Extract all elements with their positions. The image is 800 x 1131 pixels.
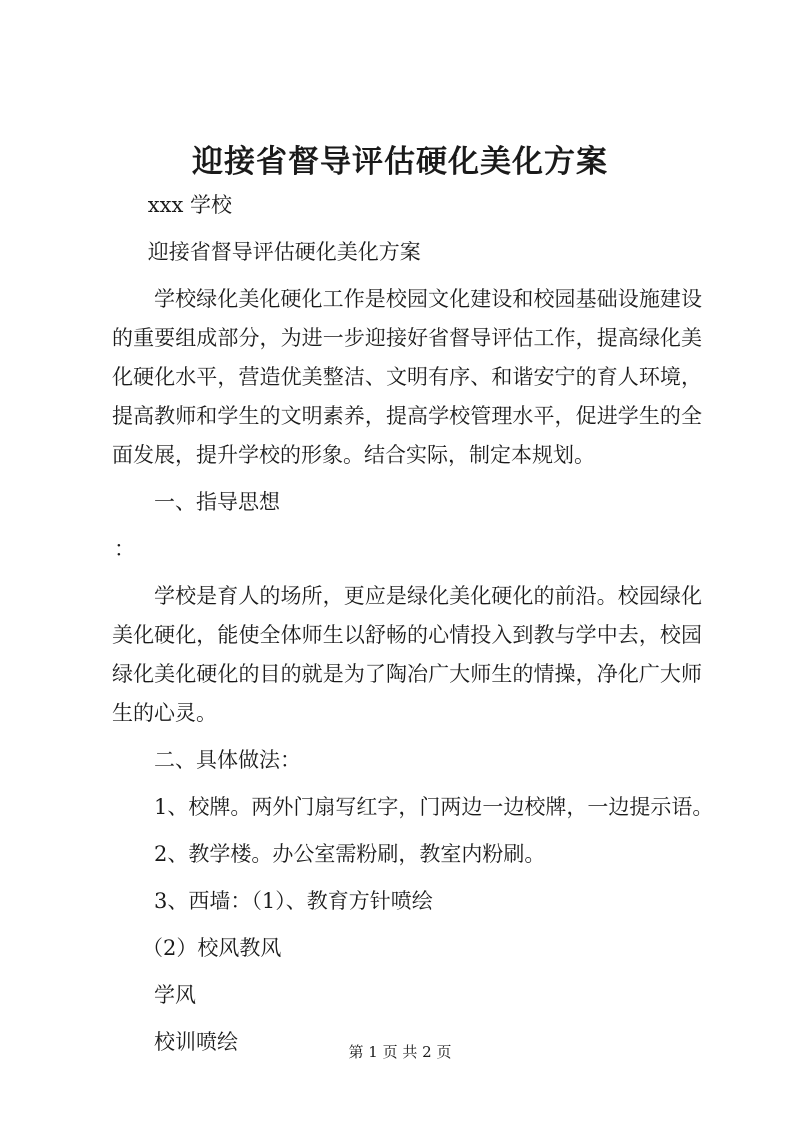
subtitle-line: 迎接省督导评估硬化美化方案 [147,240,421,264]
method-item-3-line-xuefeng: 学风 [154,983,196,1007]
method-item-3-sub-2: （2）校风教风 [142,936,282,960]
document-body [112,186,714,1062]
intro-paragraph: 学校绿化美化硬化工作是校园文化建设和校园基础设施建设的重要组成部分，为进一步迎接好省督导评估工作，提高绿化美化硬化水平，营造优美整洁、文明有序、和谐安宁的育人环境，提高教师和学生的文明素养，提高学校管理水平，促进学生的全面发展，提升学校的形象。结合实际，制定本规划。 [112,287,702,467]
method-item-2: 2、教学楼。办公室需粉刷，教室内粉刷。 [154,842,546,866]
method-item-3: 3、西墙：（1）、教育方针喷绘 [154,889,433,913]
guiding-ideas-paragraph: 学校是育人的场所，更应是绿化美化硬化的前沿。校园绿化美化硬化，能使全体师生以舒畅的心情投入到教与学中去，校园绿化美化硬化的目的就是为了陶冶广大师生的情操，净化广大师生的心灵。 [112,584,702,725]
page-footer: 第 1 页 共 2 页 [348,1043,452,1061]
school-name-line: xxx 学校 [147,193,233,217]
section-heading-guiding-ideas: 一、指导思想 [154,490,280,514]
document-title: 迎接省督导评估硬化美化方案 [192,144,608,180]
method-item-3-line-xiaoxun: 校训喷绘 [154,1030,238,1054]
section-heading-methods: 二、具体做法： [154,748,301,772]
colon-line: ： [114,537,135,561]
method-item-1: 1、校牌。两外门扇写红字，门两边一边校牌，一边提示语。 [154,795,714,819]
